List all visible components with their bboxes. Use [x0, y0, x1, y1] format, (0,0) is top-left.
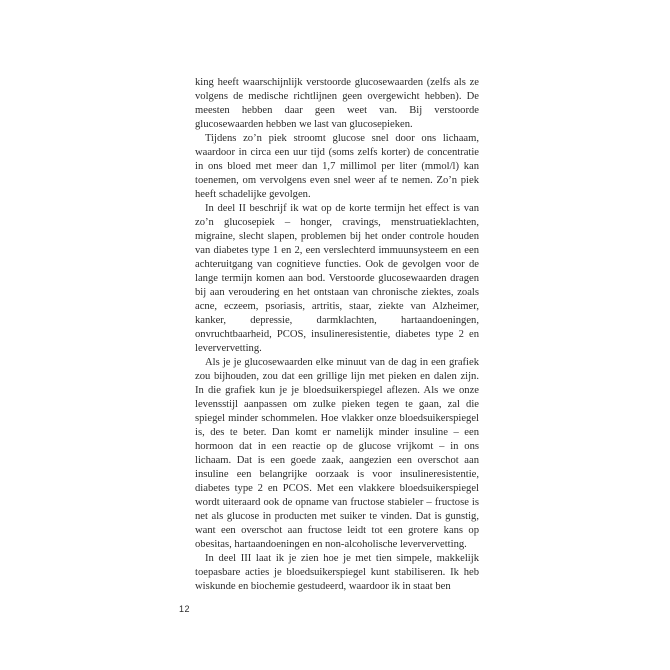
paragraph: Tijdens zo’n piek stroomt glucose snel door ons lichaam, waardoor in circa een uur tijd (soms zelfs korter) de concentratie in ons bloed met meer dan 1,7 millimol per liter (mmol/l) kan toenemen, om vervolgens even snel weer af te nemen. Zo’n piek heeft schadelijke gevolgen.	[195, 133, 479, 200]
paragraph: In deel III laat ik je zien hoe je met tien simpele, makkelijk toepasbare acties je bloedsuikerspiegel kunt stabiliseren. Ik heb wiskunde en biochemie gestudeerd, waardoor ik in staat ben	[195, 553, 479, 592]
paragraph: king heeft waarschijnlijk verstoorde glucosewaarden (zelfs als ze volgens de medische richtlijnen geen overgewicht hebben). De meesten hebben daar geen weet van. Bij verstoorde glucosewaarden hebben we last van glucosepieken.	[195, 77, 479, 130]
paragraph: Als je je glucosewaarden elke minuut van de dag in een grafiek zou bijhouden, zou dat een grillige lijn met pieken en dalen zijn. In die grafiek kun je je bloedsuikerspiegel aflezen. Als we onze levensstijl aanpassen om zulke pieken tegen te gaan, zal die spiegel minder schommelen. Hoe vlakker onze bloedsuikerspiegel is, des te beter. Dan komt er namelijk minder insuline – een hormoon dat in een reactie op de glucose vrijkomt – in ons lichaam. Dat is een goede zaak, aangezien een overschot aan insuline een belangrijke oorzaak is voor insulineresistentie, diabetes type 2 en PCOS. Met een vlakkere bloedsuikerspiegel wordt uiteraard ook de opname van fructose stabieler – fructose is net als glucose in producten met suiker te vinden. Dat is gunstig, want een overschot aan fructose leidt tot een grotere kans op obesitas, hartaandoeningen en non-alcoholische leververvetting.	[195, 357, 479, 550]
paragraph: In deel II beschrijf ik wat op de korte termijn het effect is van zo’n glucosepiek – honger, cravings, menstruatieklachten, migraine, slecht slapen, problemen bij het onder controle houden van diabetes type 1 en 2, een verslechterd immuunsysteem en een achteruitgang van cognitieve functies. Ook de gevolgen voor de lange termijn komen aan bod. Verstoorde glucosewaarden dragen bij aan veroudering en het ontstaan van chronische ziektes, zoals acne, eczeem, psoriasis, artritis, staar, ziekte van Alzheimer, kanker, depressie, darmklachten, hartaandoeningen, onvruchtbaarheid, PCOS, insulineresistentie, diabetes type 2 en leververvetting.	[195, 203, 479, 354]
body-text	[195, 76, 479, 594]
page-number: 12	[179, 604, 191, 614]
